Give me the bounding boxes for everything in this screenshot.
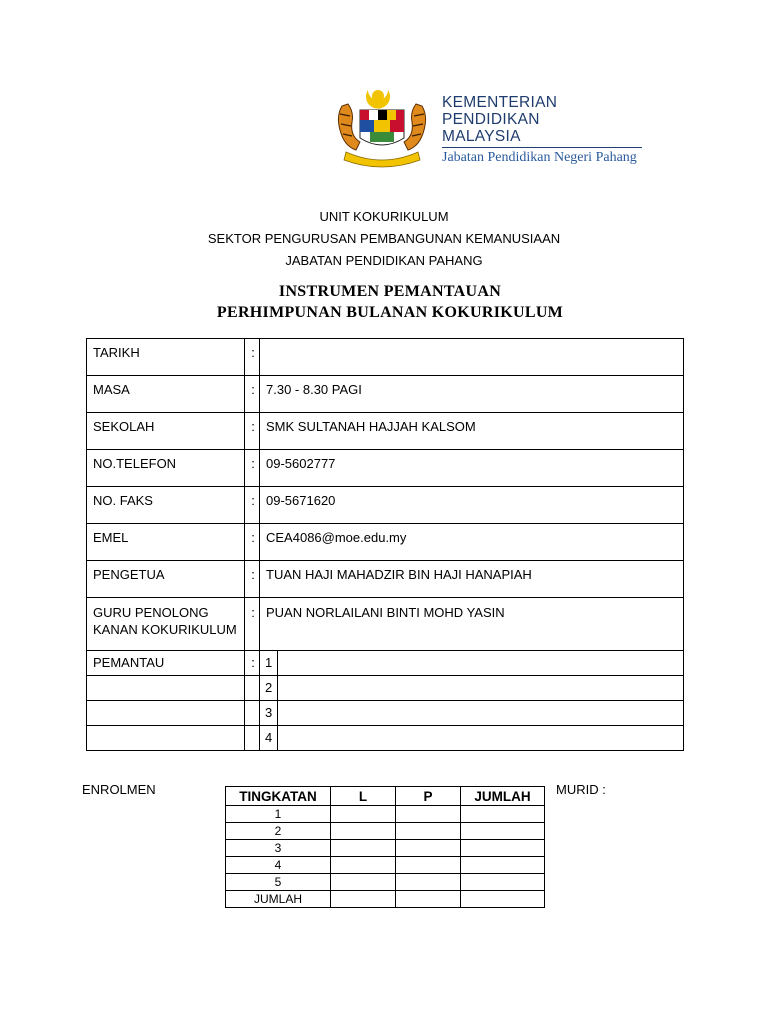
murid-label: MURID : xyxy=(556,782,606,797)
masa-value: 7.30 - 8.30 PAGI xyxy=(260,376,684,413)
row-label xyxy=(87,676,245,701)
pemantau-field[interactable] xyxy=(278,651,684,676)
form-title-line2: PERHIMPUNAN BULANAN KOKURIKULUM xyxy=(216,304,564,321)
row-label: TARIKH xyxy=(87,339,245,376)
header-department: JABATAN PENDIDIKAN PAHANG xyxy=(285,253,483,268)
tingkatan-cell: 5 xyxy=(226,874,331,891)
ministry-logo xyxy=(330,86,650,176)
pemantau-number: 2 xyxy=(260,676,278,701)
gpk-value: PUAN NORLAILANI BINTI MOHD YASIN xyxy=(260,598,684,651)
l-cell[interactable] xyxy=(331,874,396,891)
colon: : xyxy=(245,413,260,450)
col-header: TINGKATAN xyxy=(226,787,331,806)
colon: : xyxy=(245,450,260,487)
table-row xyxy=(87,413,684,450)
table-row xyxy=(87,450,684,487)
l-cell[interactable] xyxy=(331,806,396,823)
colon: : xyxy=(245,561,260,598)
table-row xyxy=(87,487,684,524)
malaysia-coat-of-arms-icon xyxy=(330,86,434,168)
pemantau-field[interactable] xyxy=(278,726,684,751)
telefon-value: 09-5602777 xyxy=(260,450,684,487)
form-title-line1: INSTRUMEN PEMANTAUAN xyxy=(278,283,502,300)
row-label: EMEL xyxy=(87,524,245,561)
table-row xyxy=(87,524,684,561)
table-row xyxy=(226,806,545,823)
colon-cell xyxy=(245,701,260,726)
colon: : xyxy=(245,598,260,651)
pemantau-number: 4 xyxy=(260,726,278,751)
table-row xyxy=(87,598,684,651)
l-cell[interactable] xyxy=(331,823,396,840)
table-row xyxy=(226,823,545,840)
table-row xyxy=(87,726,684,751)
row-label: NO.TELEFON xyxy=(87,450,245,487)
emel-value: CEA4086@moe.edu.my xyxy=(260,524,684,561)
tarikh-value[interactable] xyxy=(260,339,684,376)
col-header: P xyxy=(396,787,461,806)
ministry-name-line2: PENDIDIKAN xyxy=(442,111,540,128)
tingkatan-cell: 1 xyxy=(226,806,331,823)
pemantau-field[interactable] xyxy=(278,676,684,701)
table-row xyxy=(87,376,684,413)
colon: : xyxy=(245,524,260,561)
p-cell[interactable] xyxy=(396,806,461,823)
pemantau-field[interactable] xyxy=(278,701,684,726)
pemantau-number: 3 xyxy=(260,701,278,726)
l-cell[interactable] xyxy=(331,840,396,857)
ministry-name-line3: MALAYSIA xyxy=(442,128,521,145)
header-sector: SEKTOR PENGURUSAN PEMBANGUNAN KEMANUSIAAN xyxy=(207,231,561,246)
row-label: PENGETUA xyxy=(87,561,245,598)
row-label xyxy=(87,726,245,751)
colon: : xyxy=(245,487,260,524)
faks-value: 09-5671620 xyxy=(260,487,684,524)
row-label: GURU PENOLONG KANAN KOKURIKULUM xyxy=(87,598,245,651)
ministry-name-line1: KEMENTERIAN xyxy=(442,94,558,111)
enrolmen-label: ENROLMEN xyxy=(82,782,156,797)
table-row xyxy=(87,676,684,701)
p-cell[interactable] xyxy=(396,874,461,891)
p-cell[interactable] xyxy=(396,840,461,857)
col-header: JUMLAH xyxy=(461,787,545,806)
tingkatan-cell: 4 xyxy=(226,857,331,874)
table-row xyxy=(87,561,684,598)
jumlah-cell[interactable] xyxy=(461,891,545,908)
jumlah-cell[interactable] xyxy=(461,857,545,874)
colon: : xyxy=(245,376,260,413)
jumlah-cell[interactable] xyxy=(461,874,545,891)
row-label: PEMANTAU xyxy=(87,651,245,676)
tingkatan-cell: 2 xyxy=(226,823,331,840)
jumlah-cell[interactable] xyxy=(461,840,545,857)
p-cell[interactable] xyxy=(396,857,461,874)
row-label: MASA xyxy=(87,376,245,413)
row-label: SEKOLAH xyxy=(87,413,245,450)
colon: : xyxy=(245,651,260,676)
logo-divider xyxy=(442,147,642,148)
p-cell[interactable] xyxy=(396,823,461,840)
table-row xyxy=(226,891,545,908)
header-unit: UNIT KOKURIKULUM xyxy=(319,209,449,224)
table-row xyxy=(226,874,545,891)
tingkatan-cell: 3 xyxy=(226,840,331,857)
row-label xyxy=(87,701,245,726)
table-row xyxy=(226,857,545,874)
pengetua-value: TUAN HAJI MAHADZIR BIN HAJI HANAPIAH xyxy=(260,561,684,598)
table-row xyxy=(87,701,684,726)
l-cell[interactable] xyxy=(331,857,396,874)
tingkatan-cell: JUMLAH xyxy=(226,891,331,908)
p-cell[interactable] xyxy=(396,891,461,908)
jumlah-cell[interactable] xyxy=(461,806,545,823)
l-cell[interactable] xyxy=(331,891,396,908)
col-header: L xyxy=(331,787,396,806)
colon-cell xyxy=(245,726,260,751)
table-row xyxy=(87,651,684,676)
colon: : xyxy=(245,339,260,376)
row-label: NO. FAKS xyxy=(87,487,245,524)
colon-cell xyxy=(245,676,260,701)
jumlah-cell[interactable] xyxy=(461,823,545,840)
sekolah-value: SMK SULTANAH HAJJAH KALSOM xyxy=(260,413,684,450)
table-row xyxy=(226,840,545,857)
table-header-row xyxy=(226,787,545,806)
table-row xyxy=(87,339,684,376)
enrolment-table xyxy=(225,786,545,908)
department-name: Jabatan Pendidikan Negeri Pahang xyxy=(442,150,637,165)
pemantau-number: 1 xyxy=(260,651,278,676)
info-table xyxy=(86,338,684,751)
